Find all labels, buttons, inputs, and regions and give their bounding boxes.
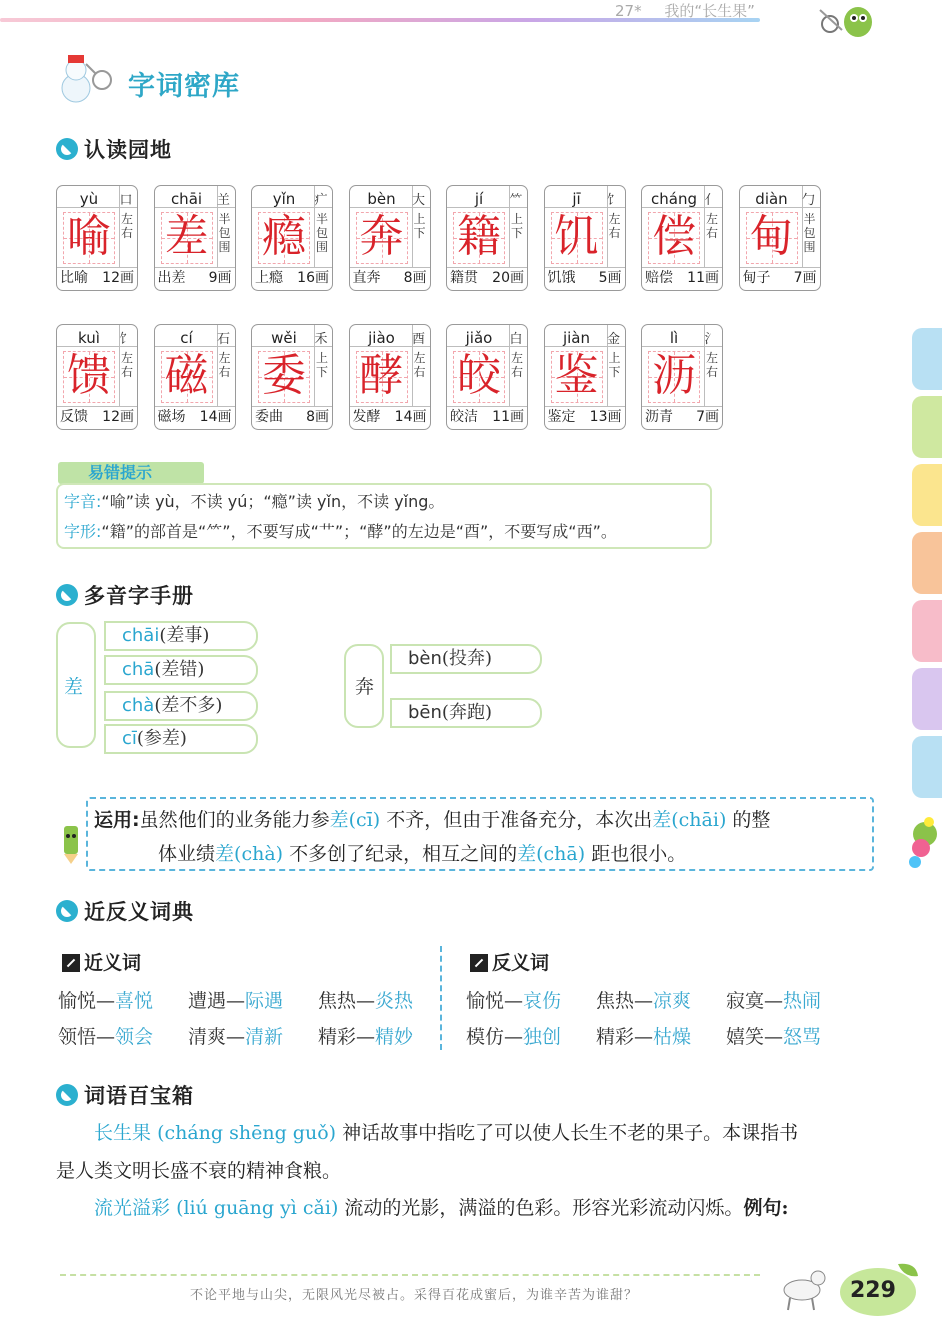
char-strokes: 13画 xyxy=(589,409,622,425)
char-structure: 半 包 围 xyxy=(315,212,328,254)
char-card xyxy=(154,324,236,430)
synonym-pair: 清爽—清新 xyxy=(188,1026,284,1048)
char-pinyin: yù xyxy=(79,190,99,208)
char-strokes: 8画 xyxy=(306,409,329,425)
char-radical: 禾 xyxy=(314,332,328,347)
char-card xyxy=(251,185,333,291)
char-word: 委曲 xyxy=(255,409,283,425)
char-radical: 口 xyxy=(119,193,133,208)
char-card xyxy=(739,185,821,291)
char-radical: 石 xyxy=(216,332,230,347)
char-structure: 左 右 xyxy=(413,351,426,379)
char-strokes: 11画 xyxy=(687,270,719,286)
horse-mascot-icon xyxy=(772,1262,832,1312)
antonym-pair: 寂寞—热闹 xyxy=(726,990,822,1012)
char-card xyxy=(446,324,528,430)
char-word: 发酵 xyxy=(352,409,381,425)
tip-shape: 字形:“籍”的部首是“⺮”，不要写成“艹”；“酵”的左边是“酉”，不要写成“西”。 xyxy=(64,522,617,541)
antonym-pair: 模仿—独创 xyxy=(466,1026,562,1048)
char-glyph: 偿 xyxy=(652,211,696,262)
reading-heading: 认读园地 xyxy=(56,134,172,164)
checkbox-icon xyxy=(62,954,80,972)
char-pinyin: cháng xyxy=(651,190,697,208)
section-bullet-icon xyxy=(56,900,78,922)
synonym-pair: 精彩—精妙 xyxy=(318,1026,414,1048)
char-word: 直奔 xyxy=(352,270,381,286)
char-card xyxy=(446,185,528,291)
char-radical: 酉 xyxy=(411,332,425,347)
char-glyph: 籍 xyxy=(457,211,501,262)
char-radical: 大 xyxy=(411,193,425,208)
lesson-number: 27* xyxy=(615,2,642,20)
antonym-title: 反义词 xyxy=(470,948,549,975)
tab-purple[interactable] xyxy=(912,668,942,730)
char-radical: 金 xyxy=(606,332,620,347)
char-strokes: 5画 xyxy=(598,270,622,286)
char-card xyxy=(56,324,138,430)
char-structure: 左 右 xyxy=(120,351,133,379)
polyphonic-root-2: 奔 xyxy=(355,676,375,698)
char-structure: 左 右 xyxy=(705,212,718,240)
char-glyph: 沥 xyxy=(652,350,696,401)
running-header xyxy=(615,0,773,21)
tab-pink[interactable] xyxy=(912,600,942,662)
words-heading: 词语百宝箱 xyxy=(56,1080,194,1110)
tips-tag: 易错提示 xyxy=(58,462,204,484)
word-entry-2: 流光溢彩 (liú guāng yì cǎi) 流动的光影，满溢的色彩。形容光彩流动闪烁。例句: xyxy=(94,1197,789,1219)
char-pinyin: jí xyxy=(474,190,484,208)
synonym-pair: 焦热—炎热 xyxy=(318,990,414,1012)
char-word: 皎洁 xyxy=(450,409,478,425)
char-glyph: 奔 xyxy=(359,211,404,262)
char-glyph: 喻 xyxy=(67,211,111,262)
char-radical: 饣 xyxy=(119,332,133,347)
char-glyph: 瘾 xyxy=(262,211,306,262)
footer-rule xyxy=(60,1274,760,1276)
char-strokes: 9画 xyxy=(208,270,232,286)
polyphonic-heading: 多音字手册 xyxy=(56,580,194,610)
antonym-pair: 精彩—枯燥 xyxy=(596,1026,692,1048)
tab-green[interactable] xyxy=(912,396,942,458)
tip-sound: 字音:“喻”读 yù，不读 yú；“瘾”读 yǐn，不读 yǐng。 xyxy=(64,492,445,511)
char-card xyxy=(349,185,431,291)
pencil-mascot-icon xyxy=(58,822,84,864)
char-glyph: 酵 xyxy=(359,350,404,401)
char-structure: 上 下 xyxy=(608,351,621,379)
char-pinyin: kuì xyxy=(78,329,100,347)
polyphonic-item: bēn(奔跑) xyxy=(390,698,542,728)
char-radical: 白 xyxy=(509,332,523,347)
lesson-title: 我的“长生果” xyxy=(664,2,755,20)
char-word: 赔偿 xyxy=(645,270,673,286)
checkbox-icon xyxy=(470,954,488,972)
polyphonic-item: bèn(投奔) xyxy=(390,644,542,674)
synonym-pair: 领悟—领会 xyxy=(58,1026,154,1048)
char-structure: 左 右 xyxy=(120,212,133,240)
char-word: 上瘾 xyxy=(255,270,283,286)
char-pinyin: wěi xyxy=(271,329,297,347)
tab-blue[interactable] xyxy=(912,328,942,390)
char-glyph: 差 xyxy=(164,211,209,262)
char-pinyin: bèn xyxy=(367,190,396,208)
word-entry-1-cont: 是人类文明长盛不衰的精神食粮。 xyxy=(56,1160,342,1182)
antonym-pair: 焦热—凉爽 xyxy=(596,990,692,1012)
section-bullet-icon xyxy=(56,584,78,606)
synonym-pair: 遭遇—际遇 xyxy=(188,990,284,1012)
char-word: 籍贯 xyxy=(450,270,478,286)
polyphonic-root-1: 差 xyxy=(64,676,84,698)
section-bullet-icon xyxy=(56,1084,78,1106)
char-structure: 半 包 围 xyxy=(803,212,816,254)
synonym-title: 近义词 xyxy=(62,948,141,975)
char-structure: 左 右 xyxy=(705,351,718,379)
tab-yellow[interactable] xyxy=(912,464,942,526)
char-strokes: 16画 xyxy=(297,270,329,286)
char-pinyin: cí xyxy=(180,329,193,347)
char-card xyxy=(641,324,723,430)
char-glyph: 馈 xyxy=(67,350,111,401)
page-number: 229 xyxy=(850,1278,896,1303)
char-glyph: 皎 xyxy=(457,350,501,401)
char-radical: 饣 xyxy=(606,193,620,208)
char-radical: ⺮ xyxy=(509,193,523,208)
char-word: 比喻 xyxy=(60,270,88,286)
tab-light-blue[interactable] xyxy=(912,736,942,798)
char-pinyin: jiàn xyxy=(562,329,591,347)
antonym-pair: 愉悦—哀伤 xyxy=(466,990,562,1012)
char-word: 反馈 xyxy=(60,409,88,425)
usage-line-2: 体业绩差(chà) 不多创了纪录，相互之间的差(chā) 距也很小。 xyxy=(158,843,687,865)
char-glyph: 委 xyxy=(262,350,306,401)
usage-line-1: 运用:虽然他们的业务能力参差(cī) 不齐，但由于准备充分，本次出差(chāi) 的整 xyxy=(94,809,771,831)
char-structure: 上 下 xyxy=(510,212,523,240)
char-structure: 上 下 xyxy=(413,212,426,240)
dictionary-divider xyxy=(440,946,442,1050)
char-radical: 勹 xyxy=(801,193,815,208)
char-radical: 𦍌 xyxy=(216,193,230,208)
char-radical: 亻 xyxy=(704,193,718,208)
char-word: 饥饿 xyxy=(547,270,576,286)
char-structure: 左 右 xyxy=(510,351,523,379)
char-word: 出差 xyxy=(157,270,186,286)
char-pinyin: jiào xyxy=(368,329,395,347)
char-pinyin: jī xyxy=(572,190,581,208)
char-pinyin: lì xyxy=(669,329,679,347)
char-structure: 左 右 xyxy=(608,212,621,240)
synonym-pair: 愉悦—喜悦 xyxy=(58,990,154,1012)
char-strokes: 7画 xyxy=(793,270,817,286)
char-radical: 氵 xyxy=(704,332,718,347)
antonym-pair: 嬉笑—怒骂 xyxy=(726,1026,822,1048)
char-strokes: 11画 xyxy=(492,409,524,425)
char-glyph: 饥 xyxy=(554,211,599,262)
snowman-icon xyxy=(56,52,120,104)
char-word: 磁场 xyxy=(157,409,186,425)
char-card xyxy=(154,185,236,291)
char-structure: 上 下 xyxy=(315,351,328,379)
bee-mascot-icon xyxy=(905,808,942,878)
char-strokes: 20画 xyxy=(492,270,524,286)
char-strokes: 14画 xyxy=(394,409,427,425)
char-word: 沥青 xyxy=(645,409,673,425)
usage-box xyxy=(86,797,874,871)
char-card xyxy=(56,185,138,291)
char-pinyin: diàn xyxy=(755,190,788,208)
footer-poem: 不论平地与山尖，无限风光尽被占。采得百花成蜜后，为谁辛苦为谁甜？ xyxy=(190,1288,639,1303)
char-strokes: 14画 xyxy=(199,409,232,425)
char-word: 甸子 xyxy=(742,270,771,286)
tab-orange[interactable] xyxy=(912,532,942,594)
section-title: 字词密库 xyxy=(128,71,240,102)
mascot-illustration xyxy=(812,0,882,38)
char-pinyin: jiǎo xyxy=(465,329,493,347)
polyphonic-item: chà(差不多) xyxy=(104,691,258,721)
char-card xyxy=(544,185,626,291)
char-word: 鉴定 xyxy=(547,409,576,425)
char-card xyxy=(544,324,626,430)
char-strokes: 7画 xyxy=(696,409,719,425)
char-strokes: 12画 xyxy=(102,270,134,286)
polyphonic-item: chāi(差事) xyxy=(104,621,258,651)
polyphonic-item: chā(差错) xyxy=(104,655,258,685)
char-glyph: 鉴 xyxy=(554,350,599,401)
char-pinyin: yǐn xyxy=(272,190,296,208)
section-bullet-icon xyxy=(56,138,78,160)
char-structure: 左 右 xyxy=(218,351,231,379)
char-strokes: 8画 xyxy=(403,270,427,286)
char-structure: 半 包 围 xyxy=(218,212,231,254)
char-strokes: 12画 xyxy=(102,409,134,425)
char-glyph: 甸 xyxy=(749,211,794,262)
char-card xyxy=(349,324,431,430)
dictionary-heading: 近反义词典 xyxy=(56,896,194,926)
word-entry-1: 长生果 (cháng shēng guǒ) 神话故事中指吃了可以使人长生不老的果子。本课指书 xyxy=(94,1122,799,1144)
char-card xyxy=(641,185,723,291)
char-card xyxy=(251,324,333,430)
polyphonic-item: cī(参差) xyxy=(104,724,258,754)
char-glyph: 磁 xyxy=(164,350,209,401)
char-radical: 疒 xyxy=(314,193,328,208)
char-pinyin: chāi xyxy=(170,190,203,208)
